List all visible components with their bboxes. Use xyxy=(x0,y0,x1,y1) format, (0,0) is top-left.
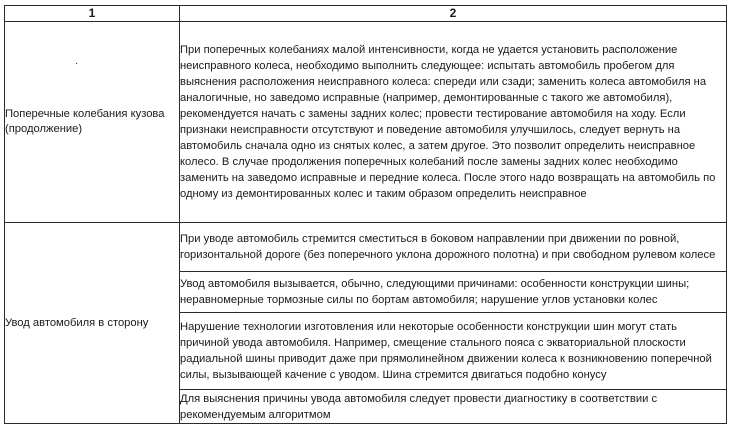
stray-dot: · xyxy=(75,58,79,69)
description-text: При уводе автомобиль стремится сместиться в боковом направлении при движении по ровной, горизонтальной дороге (без поперечного уклона дорожного полотна) и при свободном рулевом колесе xyxy=(180,233,716,261)
description-cell xyxy=(180,223,727,272)
document-page xyxy=(4,5,726,424)
description-text: Для выяснения причины увода автомобиля следует провести диагностику в соответствии с рекомендуемым алгоритмом xyxy=(180,392,658,421)
table-header-row xyxy=(5,6,727,22)
column-header-1: 1 xyxy=(5,6,180,22)
description-text: Нарушение технологии изготовления или некоторые особенности конструкции шин могут стать причиной увода автомобиля. Например, смещение стального пояса с экваториальной плоскости радиальной шины приводит даже при прямолинейном движении колеса к возникновению поперечной силы, вызывающей качение с уводом. Шина стремится двигаться подобно конусу xyxy=(180,321,712,381)
symptom-text: Увод автомобиля в сторону xyxy=(5,316,149,329)
description-cell xyxy=(180,22,727,223)
table-row xyxy=(5,223,727,272)
diagnostics-table xyxy=(4,5,727,424)
column-header-2: 2 xyxy=(180,6,727,22)
table-row xyxy=(5,22,727,223)
description-cell xyxy=(180,313,727,390)
symptom-cell xyxy=(5,22,180,223)
symptom-text: Поперечные колебания кузова (продолжение) xyxy=(5,108,165,135)
description-cell xyxy=(180,272,727,313)
description-cell xyxy=(180,390,727,424)
description-text: Увод автомобиля вызывается, обычно, следующими причинами: особенности конструкции шины; неравномерные тормозные силы по бортам автомобиля; нарушение углов установки колес xyxy=(180,278,690,306)
description-text: При поперечных колебаниях малой интенсивности, когда не удается установить расположение неисправного колеса, необходимо выполнить следующее: испытать автомобиль пробегом для выяснения расположения неисправного колеса: спереди или сзади; заменить колеса автомобиля на аналогичные, но заведомо исправные (например, демонтированные с такого же автомобиля), рекомендуется начать с замены задних колес; провести тестирование автомобиля на ходу. Если признаки неисправности отсутствуют и поведение автомобиля улучшилось, следует вернуть на автомобиль сначала одно из снятых колес, а затем другое. Это позволит определить неисправное колесо. В случае продолжения поперечных колебаний после замены задних колес необходимо заменить на заведомо исправные и передние колеса. После этого надо возвращать на автомобиль по одному из демонтированных колес и таким образом определить неисправное xyxy=(180,44,716,200)
symptom-cell xyxy=(5,223,180,424)
